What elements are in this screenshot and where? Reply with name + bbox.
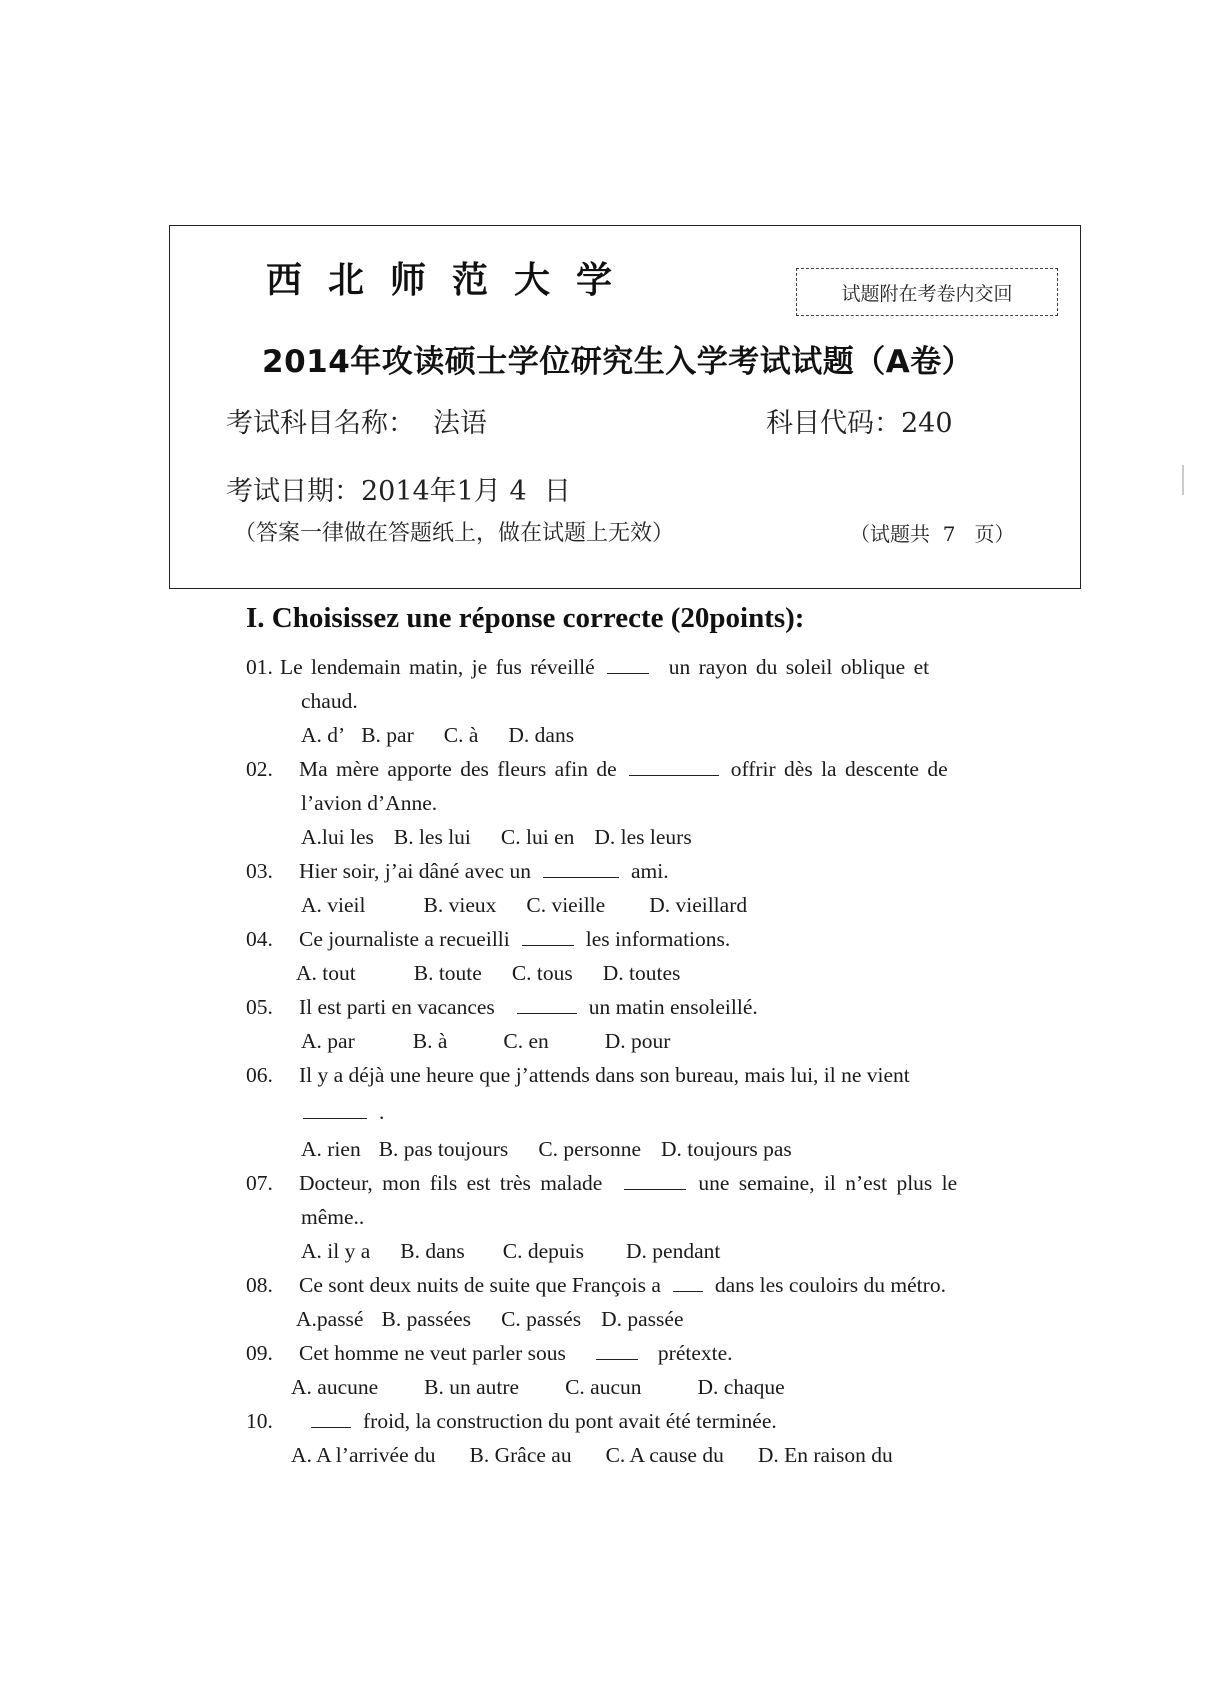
- question-item: [246, 922, 1006, 990]
- option-a: A. A l’arrivée du: [291, 1443, 436, 1467]
- stem-text: Hier soir, j’ai dâné avec un: [299, 859, 531, 883]
- stem-text: Le lendemain matin, je fus réveillé: [280, 655, 595, 679]
- option-b: B. vieux: [423, 893, 497, 917]
- answer-options: [246, 1132, 1006, 1166]
- question-item: [246, 1058, 1006, 1166]
- answer-blank: [311, 1407, 351, 1428]
- answer-options: [246, 1024, 1006, 1058]
- option-d: D. pendant: [626, 1239, 721, 1263]
- option-d: D. dans: [508, 723, 575, 747]
- option-c: C. personne: [538, 1137, 642, 1161]
- question-number: 10.: [246, 1409, 273, 1433]
- question-number: 07.: [246, 1171, 273, 1195]
- stem-text: dans les couloirs du métro.: [714, 1273, 946, 1297]
- question-number: 02.: [246, 757, 273, 781]
- answer-blank: [624, 1169, 686, 1190]
- option-d: D. les leurs: [594, 825, 692, 849]
- option-c: C. depuis: [502, 1239, 585, 1263]
- section-title: I. Choisissez une réponse correcte (20points):: [246, 602, 805, 634]
- option-b: B. toute: [413, 961, 482, 985]
- answer-blank: [543, 857, 619, 878]
- stem-text: Ce sont deux nuits de suite que François a: [299, 1273, 661, 1297]
- subject-label: 考试科目名称：: [226, 408, 415, 439]
- page-count-note: （试题共 7 页）: [850, 522, 1015, 546]
- stem-text: Docteur, mon fils est très malade: [299, 1171, 603, 1195]
- question-stem: [299, 1268, 1006, 1302]
- stem-text: Il y a déjà une heure que j’attends dans son bureau, mais lui, il ne vient: [299, 1063, 910, 1087]
- exam-header-box: [169, 225, 1081, 589]
- question-item: [246, 650, 1006, 752]
- option-c: C. tous: [511, 961, 573, 985]
- question-number: 08.: [246, 1273, 273, 1297]
- question-continuation: même..: [301, 1205, 365, 1229]
- option-a: A. d’: [301, 723, 346, 747]
- question-list: [246, 650, 1006, 1472]
- option-a: A.passé: [296, 1307, 364, 1331]
- stem-text: prétexte.: [657, 1341, 733, 1365]
- answer-options: [246, 820, 1006, 854]
- subject-code: [766, 401, 953, 440]
- return-notice-box: [796, 268, 1058, 316]
- question-number: 03.: [246, 859, 273, 883]
- question-item: [246, 1404, 1006, 1472]
- answer-blank: [522, 925, 574, 946]
- stem-text: ami.: [630, 859, 669, 883]
- option-c: C. passés: [501, 1307, 582, 1331]
- return-notice-text: 试题附在考卷内交回: [841, 282, 1013, 305]
- question-number: 04.: [246, 927, 273, 951]
- stem-text: un matin ensoleillé.: [588, 995, 758, 1019]
- answer-blank: [673, 1271, 703, 1292]
- question-item: [246, 1268, 1006, 1336]
- option-c: C. vieille: [526, 893, 606, 917]
- question-number: 05.: [246, 995, 273, 1019]
- option-a: A.lui les: [301, 825, 374, 849]
- option-c: C. en: [503, 1029, 549, 1053]
- question-stem: [299, 752, 1006, 786]
- answer-options: [246, 1370, 1006, 1404]
- stem-text: froid, la construction du pont avait été terminée.: [363, 1409, 777, 1433]
- option-b: B. un autre: [424, 1375, 520, 1399]
- question-stem: [299, 1404, 1006, 1438]
- stem-text: Cet homme ne veut parler sous: [299, 1341, 566, 1365]
- question-item: [246, 752, 1006, 854]
- question-stem: [299, 1058, 1006, 1092]
- option-d: D. passée: [601, 1307, 684, 1331]
- option-a: A. par: [301, 1029, 355, 1053]
- option-b: B. par: [361, 723, 414, 747]
- answer-options: [246, 888, 1006, 922]
- option-c: C. aucun: [565, 1375, 642, 1399]
- answer-blank: [303, 1098, 367, 1119]
- answer-blank: [517, 993, 577, 1014]
- stem-text: les informations.: [585, 927, 731, 951]
- option-b: B. à: [412, 1029, 448, 1053]
- question-stem: [299, 1166, 1006, 1200]
- question-stem: [299, 990, 1006, 1024]
- answer-options: [246, 718, 1006, 752]
- answer-options: [246, 1438, 1006, 1472]
- answer-options: [246, 956, 1006, 990]
- question-item: [246, 1336, 1006, 1404]
- stem-text: Ma mère apporte des fleurs afin de: [299, 757, 617, 781]
- option-d: D. toutes: [602, 961, 681, 985]
- question-item: [246, 854, 1006, 922]
- question-stem: [280, 650, 1006, 684]
- question-stem: [299, 1336, 1006, 1370]
- subject-value: 法语: [433, 408, 487, 439]
- university-name: 西北师范大学: [266, 260, 639, 301]
- question-number: 06.: [246, 1063, 273, 1087]
- subject-code-value: 240: [901, 408, 953, 439]
- answer-blank: [629, 755, 719, 776]
- question-item: [246, 1166, 1006, 1268]
- option-a: A. rien: [301, 1137, 361, 1161]
- exam-title: 2014年攻读硕士学位研究生入学考试试题（A卷）: [262, 344, 974, 380]
- option-c: C. à: [443, 723, 479, 747]
- exam-date-value: 2014年1月 4 日: [361, 476, 571, 507]
- answer-options: [246, 1302, 1006, 1336]
- question-number: 01.: [246, 655, 273, 679]
- option-d: D. vieillard: [649, 893, 748, 917]
- subject-code-label: 科目代码：: [766, 408, 901, 439]
- question-continuation: l’avion d’Anne.: [301, 791, 438, 815]
- question-number: 09.: [246, 1341, 273, 1365]
- option-b: B. dans: [400, 1239, 465, 1263]
- question-stem: [299, 922, 1006, 956]
- stem-text: offrir dès la descente de: [730, 757, 948, 781]
- exam-date-label: 考试日期：: [226, 476, 361, 507]
- exam-date-row: [226, 469, 571, 508]
- option-a: A. il y a: [301, 1239, 371, 1263]
- scan-artifact-mark: [1182, 465, 1184, 495]
- subject-row: [226, 401, 1046, 440]
- option-b: B. passées: [381, 1307, 472, 1331]
- answer-options: [246, 1234, 1006, 1268]
- answer-blank: [607, 653, 649, 674]
- stem-text: un rayon du soleil oblique et: [668, 655, 930, 679]
- option-b: B. pas toujours: [378, 1137, 509, 1161]
- option-a: A. tout: [296, 961, 356, 985]
- answer-sheet-note: （答案一律做在答题纸上，做在试题上无效）: [234, 521, 675, 546]
- stem-text: Ce journaliste a recueilli: [299, 927, 510, 951]
- question-stem: [299, 854, 1006, 888]
- stem-text: .: [379, 1100, 385, 1124]
- option-d: D. pour: [604, 1029, 671, 1053]
- option-d: D. chaque: [697, 1375, 785, 1399]
- option-a: A. aucune: [291, 1375, 379, 1399]
- question-continuation: chaud.: [301, 689, 358, 713]
- option-d: D. toujours pas: [661, 1137, 792, 1161]
- option-c: C. A cause du: [605, 1443, 724, 1467]
- stem-text: une semaine, il n’est plus le: [698, 1171, 958, 1195]
- question-continuation: [246, 1092, 1006, 1132]
- answer-blank: [596, 1339, 638, 1360]
- option-d: D. En raison du: [757, 1443, 893, 1467]
- option-b: B. les lui: [393, 825, 471, 849]
- option-a: A. vieil: [301, 893, 366, 917]
- option-c: C. lui en: [500, 825, 575, 849]
- stem-text: Il est parti en vacances: [299, 995, 495, 1019]
- option-b: B. Grâce au: [469, 1443, 572, 1467]
- question-item: [246, 990, 1006, 1058]
